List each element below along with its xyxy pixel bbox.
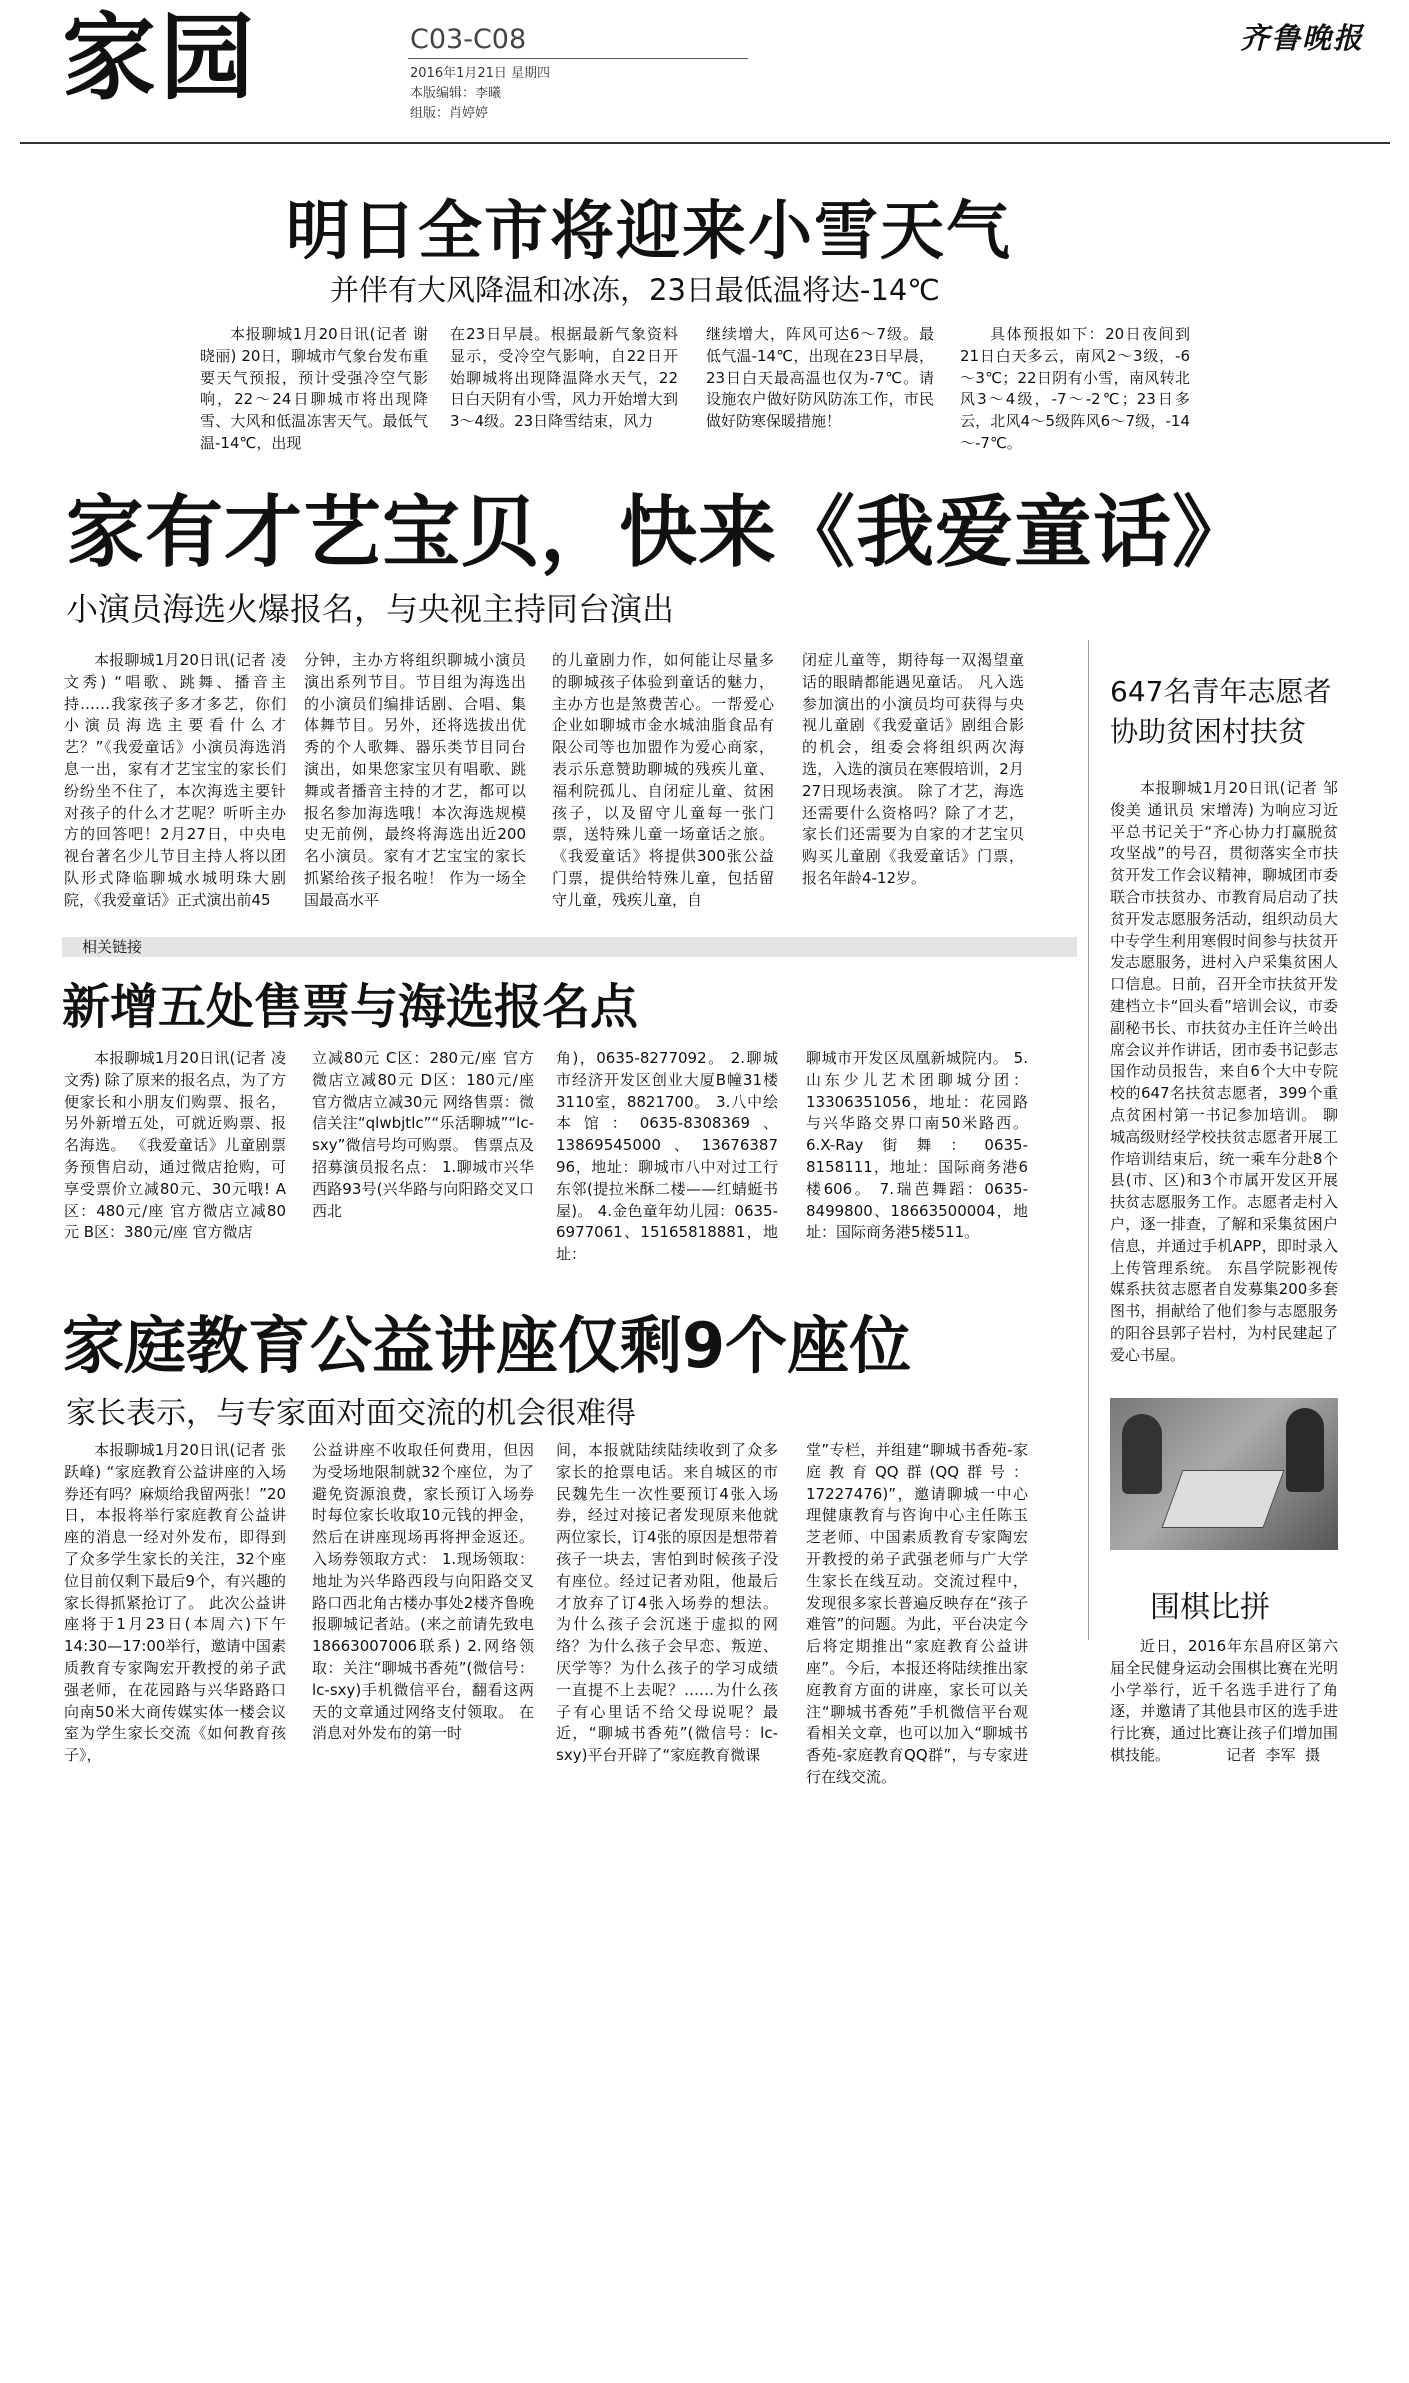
masthead-rule (20, 142, 1390, 144)
layout-line: 组版：肖婷婷 (410, 106, 489, 121)
paragraph: 本报聊城1月20日讯(记者 凌文秀) 除了原来的报名点，为了方便家长和小朋友们购票、报名，另外新增五处，可就近购票、报名海选。 《我爱童话》儿童剧票务预售启动，通过微店抢购，可享受票价立减80元、30元哦! A区：480元/座 官方微店立减80元 B区：380元/座 官方微店 (64, 1049, 286, 1242)
sidebar-headline-line1: 647名青年志愿者 (1110, 675, 1332, 708)
brand-logo: 齐鲁晚报 (1240, 21, 1365, 55)
date-line: 2016年1月21日 星期四 (410, 66, 551, 81)
sidebar-headline-line2: 协助贫困村扶贫 (1110, 715, 1307, 748)
photo-credit: 记者 李军 摄 (1226, 1746, 1321, 1764)
story1-column-1 (200, 324, 428, 455)
page-range: C03-C08 (410, 24, 527, 55)
paragraph: 间，本报就陆续陆续收到了众多家长的抢票电话。来自城区的市民魏先生一次性要预订4张入场券，经过对接记者发现原来他就两位家长，订4张的原因是想带着孩子一块去，害怕到时候孩子没有座位。经过记者劝阻，他最后才放弃了订4张入场券的想法。 为什么孩子会沉迷于虚拟的网络？为什么孩子会早恋、叛逆、厌学等？为什么孩子的学习成绩一直提不上去呢？……为什么孩子有心里话不给父母说呢？最近，“聊城书香苑”(微信号：lc-sxy)平台开辟了“家庭教育微课 (556, 1441, 778, 1765)
story4-column-1 (64, 1440, 286, 1767)
story2-column-1 (64, 650, 286, 912)
paragraph: 角)，0635-8277092。 2.聊城市经济开发区创业大厦B幢31楼3110室，8821700。 3.八中绘本馆：0635-8308369、13869545000、13676387​96，地址：聊城市八中对过工行东邻(提拉米酥二楼——红蜻蜓书屋)。 4.金色童年幼儿园：0635-6977061、15165818881，地址： (556, 1049, 778, 1264)
sidebar-body (1110, 778, 1338, 1367)
story4-subhead: 家长表示，与专家面对面交流的机会很难得 (66, 1396, 636, 1431)
story4-column-2 (312, 1440, 534, 1745)
paragraph: 立减80元 C区：280元/座 官方微店立减80元 D区：180元/座 官方微店立减30元 网络售票：微信关注“qlwbjtlc”“乐活聊城”“lc-sxy”微信号均可购票。 售票点及招募演员报名点： 1.聊城市兴华西路93号(兴华路与向阳路交叉口西北 (312, 1049, 534, 1220)
story4-headline: 家庭教育公益讲座仅剩9个座位 (62, 1309, 912, 1382)
story2-column-3 (552, 650, 774, 912)
paragraph: 具体预报如下：20日夜间到21日白天多云，南风2～3级，-6～3℃；22日阴有小雪，南风转北风3～4级，-7～-2℃；23日多云，北风4～5级阵风6～7级，-14～-7℃。 (960, 325, 1190, 452)
editor-line: 本版编辑：李曦 (410, 86, 502, 101)
paragraph: 分钟，主办方将组织聊城小演员演出系列节目。节目组为海选出的小演员们编排话剧、合唱、集体舞节目。另外，还将选拔出优秀的个人歌舞、器乐类节目同台演出，如果您家宝贝有唱歌、跳舞或者播音主持的才艺，都可以报名参加海选哦！本次海选规模史无前例，最终将海选出近200名小演员。家有才艺宝宝的家长抓紧给孩子报名啦！ 作为一场全国最高水平 (304, 651, 526, 909)
story2-headline: 家有才艺宝贝，快来《我爱童话》 (66, 488, 1252, 578)
story2-column-2 (304, 650, 526, 912)
paragraph: 本报聊城1月20日讯(记者 邹俊美 通讯员 宋增涛) 为响应习近平总书记关于“齐心协力打赢脱贫攻坚战”的号召，贯彻落实全市扶贫开发工作会议精神，聊城团市委联合市扶贫办、市教育局启动了扶贫开发志愿服务活动，组织动员大中专学生利用寒假时间参与扶贫开发志愿服务，进村入户采集贫困人口信息。日前，召开全市扶贫开发建档立卡“回头看”培训会议，市委副秘书长、市扶贫办主任许兰岭出席会议并作讲话，团市委书记彭志国作动员报告，来自6个大中专院校的647名扶贫志愿者，399个重点贫困村第一书记参加培训。 聊城高级财经学校扶贫志愿者开展工作培训结束后，统一乘车分赴8个县(市、区)和3个市属开发区开展扶贫志愿服务工作。志愿者走村入户，逐一排查，了解和采集贫困户信息，并通过手机APP，即时录入上传管理系统。 东昌学院影视传媒系扶贫志愿者自发募集200多套图书，捐献给了他们参与志愿服务的阳谷县郭子岩村，为村民建起了爱心书屋。 (1110, 779, 1338, 1364)
story1-subhead: 并伴有大风降温和冰冻，23日最低温将达-14℃ (330, 273, 940, 307)
paragraph: 聊城市开发区凤凰新城院内。 5.山东少儿艺术团聊城分团：13306351056，地址：花园路与兴华路交界口南50米路西。 6.X-Ray街舞：0635-8158111，地址：国际商务港6楼606。 7.瑞芭舞蹈：0635-8499800、18663500004，地址：国际商务港5楼511。 (806, 1049, 1028, 1242)
story2-subhead: 小演员海选火爆报名，与央视主持同台演出 (66, 590, 675, 628)
related-link-tag: 相关链接 (82, 938, 143, 956)
masthead-underline (408, 58, 748, 59)
story3-column-3 (556, 1048, 778, 1266)
story1-column-3 (706, 324, 934, 433)
player-figure-image (1286, 1408, 1324, 1492)
paragraph: 在23日早晨。根据最新气象资料显示，受冷空气影响，自22日开始聊城将出现降温降水天气，22日白天阴有小雪，风力开始增大到3～4级。23日降雪结束，风力 (450, 325, 678, 431)
story2-column-4 (802, 650, 1024, 890)
story3-column-1 (64, 1048, 286, 1244)
story3-column-2 (312, 1048, 534, 1222)
player-figure-image (1122, 1414, 1162, 1494)
photo-caption-title: 围棋比拼 (1150, 1590, 1270, 1625)
paragraph: 闭症儿童等，期待每一双渴望童话的眼睛都能遇见童话。 凡入选参加演出的小演员均可获得与央视儿童剧《我爱童话》剧组合影的机会，组委会将组织两次海选，入选的演员在寒假培训，2月27日现场表演。 除了才艺，海选还需要什么资格吗？除了才艺，家长们还需要为自家的才艺宝贝购买儿童剧《我爱童话》门票，报名年龄4-12岁。 (802, 651, 1024, 887)
story3-column-4 (806, 1048, 1028, 1244)
paragraph: 公益讲座不收取任何费用，但因为受场地限制就32个座位，为了避免资源浪费，家长预订入场券时每位家长收取10元钱的押金，然后在讲座现场再将押金返还。入场券领取方式： 1.现场领取：地址为兴华路西段与向阳路交叉路口西北角古楼办事处2楼齐鲁晚报聊城记者站。(来之前请先致电18663007006联系) 2.网络领取：关注“聊城书香苑”(微信号：lc-sxy)手机微信平台，翻看这两天的文章通过网络支付领取。 在消息对外发布的第一时 (312, 1441, 534, 1743)
section-title: 家园 (62, 4, 259, 113)
sidebar-divider (1088, 640, 1089, 1640)
story4-column-4 (806, 1440, 1028, 1789)
paragraph: 的儿童剧力作，如何能让尽量多的聊城孩子体验到童话的魅力，主办方也是煞费苦心。一帮爱心企业如聊城市金水城油脂食品有限公司等也加盟作为爱心商家，表示乐意赞助聊城的残疾儿童、福利院孤儿、自闭症儿童、贫困孩子，以及留守儿童每一张门票，送特殊儿童一场童话之旅。 《我爱童话》将提供300张公益门票，提供给特殊儿童，包括留守儿童，残疾儿童，自 (552, 651, 774, 909)
go-match-photo (1110, 1398, 1338, 1550)
paragraph: 近日，2016年东昌府区第六届全民健身运动会围棋比赛在光明小学举行，近千名选手进行了角逐，并邀请了其他县市区的选手进行比赛，通过比赛让孩子们增加围棋技能。 (1110, 1637, 1338, 1764)
related-link-bar (62, 937, 1077, 957)
paragraph: 本报聊城1月20日讯(记者 谢晓丽) 20日，聊城市气象台发布重要天气预报，预计受强冷空气影响，22～24日聊城市将出现降雪、大风和低温冻害天气。最低气温-14℃，出现 (200, 325, 428, 452)
story1-column-2 (450, 324, 678, 433)
story1-column-4 (960, 324, 1190, 455)
paragraph: 堂”专栏，并组建“聊城书香苑-家庭教育QQ群(QQ群号：17227476)”，邀请聊城一中心理健康教育与咨询中心主任陈玉芝老师、中国素质教育专家陶宏开教授的弟子武强老师与广大学生家长在线互动。交流过程中，发现很多家长普遍反映存在“孩子难管”的问题。为此，平台决定今后将定期推出“家庭教育公益讲座”。今后，本报还将陆续推出家庭教育方面的讲座，家长可以关注“聊城书香苑”手机微信平台观看相关文章，也可以加入“聊城书香苑-家庭教育QQ群”，与专家进行在线交流。 (806, 1441, 1028, 1786)
story4-column-3 (556, 1440, 778, 1767)
paragraph: 本报聊城1月20日讯(记者 凌文秀) “唱歌、跳舞、播音主持……我家孩子多才多艺，你们小演员海选主要看什么才艺？”《我爱童话》小演员海选消息一出，家有才艺宝宝的家长们纷纷坐不住了，本次海选主要针对孩子的什么才艺呢？听听主办方的回答吧！2月27日，中央电视台著名少儿节目主持人将以团队形式降临聊城水城明珠大剧院，《我爱童话》正式演出前45 (64, 651, 286, 909)
masthead (0, 0, 1409, 150)
paragraph: 本报聊城1月20日讯(记者 张跃峰) “家庭教育公益讲座的入场券还有吗？麻烦给我留两张！”20日，本报将举行家庭教育公益讲座的消息一经对外发布，即得到了众多学生家长的关注，32个座位目前仅剩下最后9个，有兴趣的家长得抓紧抢订了。 此次公益讲座将于1月23日(本周六)下午14:30—17:00举行，邀请中国素质教育专家陶宏开教授的弟子武强老师，在花园路与兴华路路口向南50米大商传媒实体一楼会议室为学生家长交流《如何教育孩子》， (64, 1441, 286, 1765)
story1-headline: 明日全市将迎来小雪天气 (286, 195, 1012, 269)
go-board-image (1161, 1470, 1284, 1528)
paragraph: 继续增大，阵风可达6～7级。最低气温-14℃，出现在23日早晨，23日白天最高温也仅为-7℃。请设施农户做好防风防冻工作，市民做好防寒保暖措施！ (706, 325, 934, 431)
story3-headline: 新增五处售票与海选报名点 (62, 979, 639, 1035)
